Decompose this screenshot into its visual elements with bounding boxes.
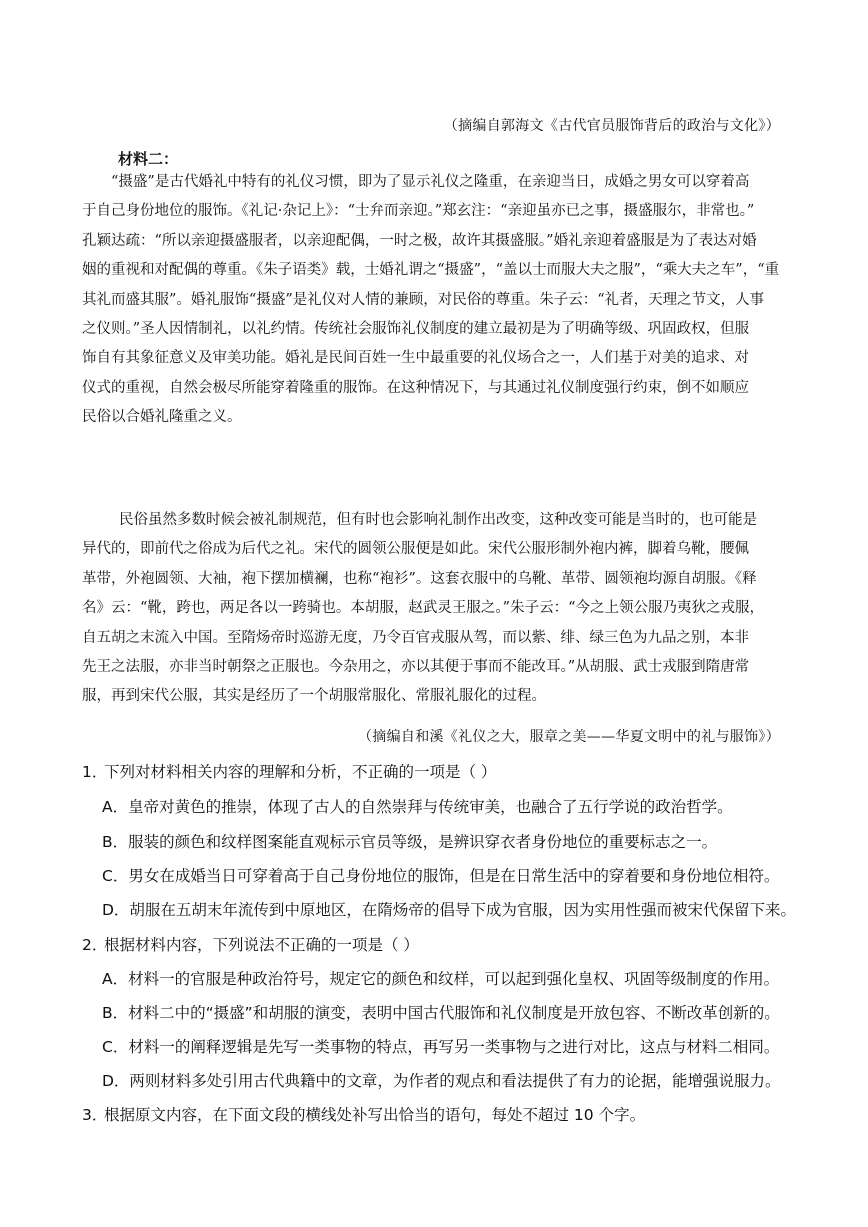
text-line: 于自己身份地位的服饰。《礼记·杂记上》：“士弁而亲迎。”郑玄注：“亲迎虽亦已之事，摄盛服尔，非常也。” bbox=[82, 203, 755, 220]
text-line: 服，再到宋代公服，其实是经历了一个胡服常服化、常服礼服化的过程。 bbox=[82, 688, 546, 705]
option-a: A．材料一的官服是种政治符号，规定它的颜色和纹样，可以起到强化皇权、巩固等级制度的作用。 bbox=[102, 970, 780, 988]
text-line: 革带，外袍圆领、大袖，袍下摆加横襕，也称“袍衫”。这套衣服中的乌靴、革带、圆领袍均源自胡服。《释 bbox=[82, 570, 757, 587]
question-number: 2． bbox=[82, 936, 108, 954]
option-b: B．服装的颜色和纹样图案能直观标示官员等级，是辨识穿衣者身份地位的重要标志之一。 bbox=[102, 833, 718, 851]
text-line: 姻的重视和对配偶的尊重。《朱子语类》载，士婚礼谓之“摄盛”，“盖以士而服大夫之服”，“乘大夫之车”，“重 bbox=[82, 262, 780, 279]
question-stem: 下列对材料相关内容的理解和分析，不正确的一项是（ ） bbox=[104, 763, 497, 781]
option-a: A．皇帝对黄色的推崇，体现了古人的自然崇拜与传统审美，也融合了五行学说的政治哲学。 bbox=[102, 798, 733, 816]
option-d: D．胡服在五胡末年流传到中原地区，在隋炀帝的倡导下成为官服，因为实用性强而被宋代保留下来。 bbox=[102, 901, 796, 919]
question-number: 3． bbox=[82, 1106, 108, 1124]
text-line: 之仪则。”圣人因情制礼，以礼约情。传统社会服饰礼仪制度的建立最初是为了明确等级、巩固政权，但服 bbox=[82, 321, 750, 338]
text-line: 自五胡之末流入中国。至隋炀帝时巡游无度，乃令百官戎服从驾，而以紫、绯、绿三色为九品之别，本非 bbox=[82, 629, 749, 646]
option-b: B．材料二中的“摄盛”和胡服的演变，表明中国古代服饰和礼仪制度是开放包容、不断改革创新的。 bbox=[102, 1004, 780, 1022]
text-line: 民俗虽然多数时候会被礼制规范，但有时也会影响礼制作出改变，这种改变可能是当时的，也可能是 bbox=[119, 512, 757, 528]
question-stem: 根据原文内容，在下面文段的横线处补写出恰当的语句，每处不超过 10 个字。 bbox=[104, 1106, 646, 1124]
material-2-paragraph-1 bbox=[82, 168, 790, 433]
text-line: 民俗以合婚礼隆重之义。 bbox=[82, 409, 242, 426]
source-citation-material-1: （摘编自郭海文《古代官员服饰背后的政治与文化》） bbox=[443, 118, 780, 134]
text-line: 先王之法服，亦非当时朝祭之正服也。今杂用之，亦以其便于事而不能改耳。”从胡服、武士戎服到隋唐常 bbox=[82, 659, 750, 676]
option-d: D．两则材料多处引用古代典籍中的文章，为作者的观点和看法提供了有力的论据，能增强说服力。 bbox=[102, 1072, 781, 1090]
material-2-heading: 材料二： bbox=[118, 150, 179, 168]
text-line: “摄盛”是古代婚礼中特有的礼仪习惯，即为了显示礼仪之隆重，在亲迎当日，成婚之男女可以穿着高 bbox=[111, 174, 750, 190]
text-line: 其礼而盛其服”。婚礼服饰“摄盛”是礼仪对人情的兼顾，对民俗的尊重。朱子云：“礼者，天理之节文，人事 bbox=[82, 291, 765, 308]
option-c: C．材料一的阐释逻辑是先写一类事物的特点，再写另一类事物与之进行对比，这点与材料二相同。 bbox=[102, 1038, 780, 1056]
text-line: 孔颖达疏：“所以亲迎摄盛服者，以亲迎配偶，一时之极，故许其摄盛服。”婚礼亲迎着盛服是为了表达对婚 bbox=[82, 232, 757, 249]
text-line: 名》云：“靴，跨也，两足各以一跨骑也。本胡服，赵武灵王服之。”朱子云：“今之上领公服乃夷狄之戎服， bbox=[82, 600, 764, 617]
source-citation-material-2: （摘编自和溪《礼仪之大，服章之美——华夏文明中的礼与服饰》） bbox=[358, 729, 780, 745]
material-2-paragraph-2 bbox=[82, 506, 790, 712]
question-stem: 根据材料内容，下列说法不正确的一项是（ ） bbox=[104, 936, 419, 954]
question-number: 1． bbox=[82, 763, 108, 781]
option-c: C．男女在成婚当日可穿着高于自己身份地位的服饰，但是在日常生活中的穿着要和身份地位相符。 bbox=[102, 867, 780, 885]
text-line: 异代的，即前代之俗成为后代之礼。宋代的圆领公服便是如此。宋代公服形制外袍内裤，脚着乌靴，腰佩 bbox=[82, 541, 749, 558]
text-line: 饰自有其象征意义及审美功能。婚礼是民间百姓一生中最重要的礼仪场合之一，人们基于对美的追求、对 bbox=[82, 350, 749, 367]
text-line: 仪式的重视，自然会极尽所能穿着隆重的服饰。在这种情况下，与其通过礼仪制度强行约束，倒不如顺应 bbox=[82, 379, 749, 396]
